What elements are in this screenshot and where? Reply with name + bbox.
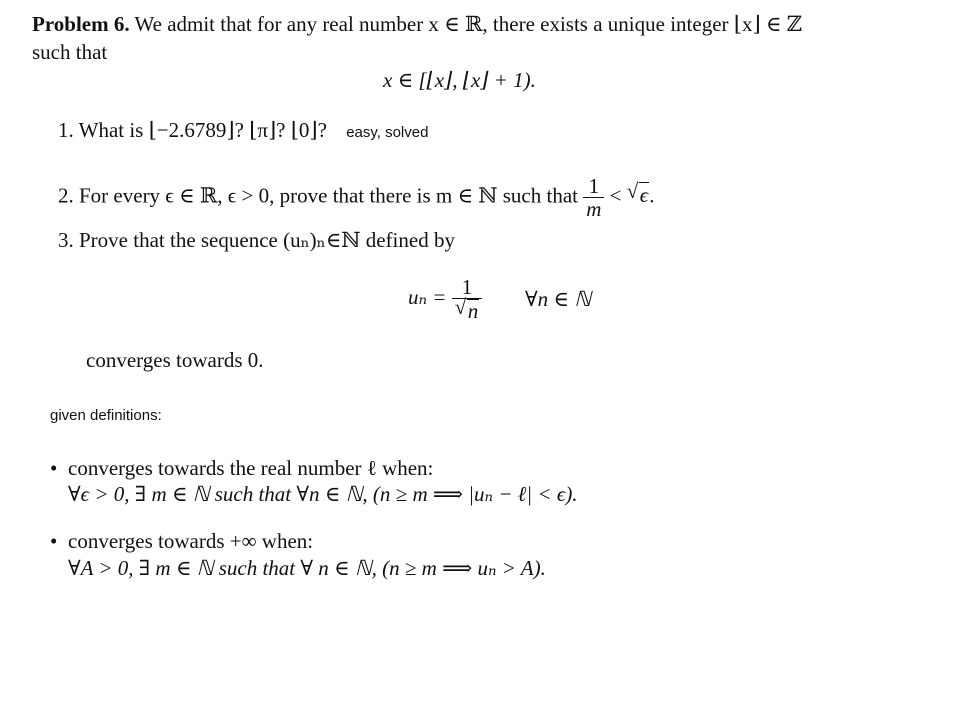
- problem-intro-continued: such that: [32, 40, 108, 64]
- radical-sign-icon: √: [454, 295, 467, 320]
- problem-heading: [32, 12, 802, 37]
- item-2-end: .: [649, 183, 655, 208]
- sqrt-n: [454, 295, 480, 324]
- item-3-number: 3.: [58, 228, 74, 252]
- annotation-note: easy, solved: [346, 124, 429, 141]
- list-item-3: [58, 228, 455, 253]
- conclusion-text: converges towards 0.: [86, 348, 264, 372]
- sequence-lhs: uₙ =: [408, 284, 447, 309]
- item-3-text: Prove that the sequence (uₙ)ₙ∈ℕ defined by: [79, 228, 455, 252]
- item-1-number: 1.: [58, 118, 74, 142]
- fraction-one-over-m: [583, 175, 604, 220]
- item-2-text: For every ϵ ∈ ℝ, ϵ > 0, prove that there is m ∈ ℕ such that: [79, 183, 578, 208]
- list-item-1: [58, 118, 428, 143]
- display-equation: x ∈ [⌊x⌋, ⌊x⌋ + 1).: [383, 68, 536, 92]
- fraction-one-over-sqrt-n: [452, 276, 483, 322]
- sqrt-argument: n: [467, 299, 479, 324]
- definition-1-title: [50, 456, 433, 481]
- item-2-number: 2.: [58, 183, 74, 208]
- sqrt-epsilon: [626, 179, 649, 208]
- bullet-icon: •: [50, 529, 58, 553]
- definition-1-text: converges towards the real number ℓ when:: [68, 456, 434, 480]
- definitions-label: given definitions:: [50, 407, 162, 424]
- definition-1-formula: ∀ϵ > 0, ∃ m ∈ ℕ such that ∀n ∈ ℕ, (n ≥ m ⟹ |uₙ − ℓ| < ϵ).: [68, 482, 578, 506]
- forall-clause: ∀n ∈ ℕ: [525, 287, 592, 311]
- sequence-definition: [408, 276, 482, 322]
- list-item-2: [58, 175, 654, 220]
- fraction-numerator: 1: [461, 275, 473, 299]
- problem-label: Problem 6.: [32, 12, 130, 36]
- radical-sign-icon: √: [626, 179, 639, 204]
- item-1-text: What is ⌊−2.6789⌋? ⌊π⌋? ⌊0⌋?: [78, 118, 327, 142]
- problem-intro: We admit that for any real number x ∈ ℝ, there exists a unique integer ⌊x⌋ ∈ ℤ: [134, 12, 803, 36]
- fraction-denominator: [452, 295, 483, 324]
- less-than-symbol: <: [609, 183, 622, 208]
- bullet-icon: •: [50, 456, 58, 480]
- fraction-denominator: m: [583, 197, 604, 220]
- definition-2-title: [50, 529, 313, 554]
- sqrt-argument: ϵ: [639, 183, 649, 208]
- definition-2-formula: ∀A > 0, ∃ m ∈ ℕ such that ∀ n ∈ ℕ, (n ≥ m ⟹ uₙ > A).: [68, 556, 546, 580]
- definition-2-text: converges towards +∞ when:: [68, 529, 314, 553]
- fraction-numerator: 1: [588, 174, 600, 198]
